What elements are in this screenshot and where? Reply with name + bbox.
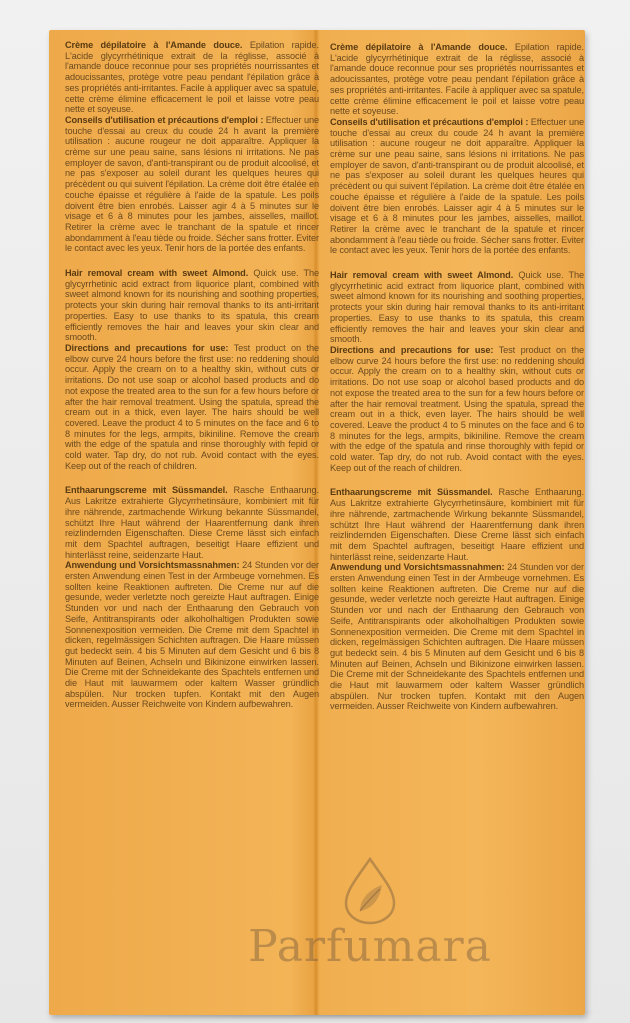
panel-left bbox=[65, 40, 319, 710]
de-title-right: Enthaarungscreme mit Süssmandel. bbox=[330, 487, 493, 498]
de-usage-title: Anwendung und Vorsichtsmassnahmen: bbox=[65, 560, 240, 571]
fr-title-right: Crème dépilatoire à l'Amande douce. bbox=[330, 42, 508, 52]
en-usage-title-right: Directions and precautions for use: bbox=[330, 344, 494, 355]
de-intro bbox=[65, 485, 319, 560]
fr-usage-right bbox=[330, 117, 584, 256]
en-usage-title: Directions and precautions for use: bbox=[65, 342, 229, 353]
watermark-text: Parfumara bbox=[248, 921, 492, 972]
en-usage-right bbox=[330, 345, 584, 473]
en-body-right: Quick use. The glycyrrhetinic acid extract from liquorice plant, combined with sweet almond known for its nourishing and soothing properties, protects your skin during hair removal thanks to its anti-irritant properties. Easy to use thanks to its spatula, this cream efficiently removes the hair and leaves your skin clear and smooth. bbox=[330, 270, 584, 345]
de-body-right: Rasche Enthaarung. Aus Lakritze extrahierte Glycyrrhetinsäure, kombiniert mit für ihre nährende, zartmachende Wirkung bekannte Süssmandel, schützt Ihre Haut während der Haarentfernung dank ihren reizlindernden Eigenschaften. Diese Creme lässt sich einfach mit dem Spachtel auftragen, beseitigt Haare effizient und hinterlässt reine, seidenzarte Haut. bbox=[330, 487, 585, 562]
de-title: Enthaarungscreme mit Süssmandel. bbox=[65, 485, 228, 496]
en-intro-right bbox=[330, 270, 584, 345]
de-usage-body-right: 24 Stunden vor der ersten Anwendung einen Test in der Armbeuge vornehmen. Es sollten keine Reaktionen auftreten. Die Creme nur auf die gesunde, weder verletzte noch gereizte Haut auftragen. Einige Stunden vor und nach der Enthaarung den Gebrauch von Seife, Antitranspirants oder alkoholhaltigen Produkten sowie Sonnenexposition vermeiden. Die Creme mit dem Spachtel in dicken, regelmässigen Schichten auftragen. Die Haare müssen gut bedeckt sein. 4 bis 5 Minuten auf dem Gesicht und 6 bis 8 Minuten auf Beinen, Achseln und Bikinizone einwirken lassen. Die Creme mit der Schneidekante des Spachtels entfernen und die Haut mit lauwarmem oder kaltem Wasser gründlich abspülen. Nur trocken tupfen. Kontakt mit den Augen vermeiden. Ausser Reichweite von Kindern aufbewahren. bbox=[330, 562, 584, 712]
fr-usage-body-right: Effectuer une touche d'essai au creux du coude 24 h avant la première utilisation : aucune rougeur ne doit apparaître. Appliquer la crème sur une peau saine, sans lésions ni irritations. Ne pas employer de savon, d'anti-transpirant ou de produit alcoolisé, et ne pas s'exposer au soleil durant les quelques heures qui précèdent ou qui suivent l'épilation. La crème doit être étalée en couche épaisse et régulière à l'aide de la spatule. Les poils doivent être bien enrobés. Laisser agir 4 à 5 minutes sur le visage et 6 à 8 minutes pour les jambes, aisselles, maillot. Retirer la crème avec le tranchant de la spatule et rincer abondamment à l'eau tiède ou froide. Sécher sans frotter. Eviter le contact avec les yeux. Tenir hors de la portée des enfants. bbox=[330, 116, 584, 256]
en-title: Hair removal cream with sweet Almond. bbox=[65, 268, 249, 279]
fr-usage-title-right: Conseils d'utilisation et précautions d'emploi : bbox=[330, 116, 529, 127]
fr-usage bbox=[65, 115, 319, 254]
fr-intro-right bbox=[330, 42, 584, 117]
de-usage-title-right: Anwendung und Vorsichtsmassnahmen: bbox=[330, 562, 505, 573]
en-title-right: Hair removal cream with sweet Almond. bbox=[330, 270, 514, 281]
fr-usage-body: Effectuer une touche d'essai au creux du coude 24 h avant la première utilisation : aucune rougeur ne doit apparaître. Appliquer la crème sur une peau saine, sans lésions ni irritations. Ne pas employer de savon, d'anti-transpirant ou de produit alcoolisé, et ne pas s'exposer au soleil durant les quelques heures qui précèdent ou qui suivent l'épilation. La crème doit être étalée en couche épaisse et régulière à l'aide de la spatule. Les poils doivent être bien enrobés. Laisser agir 4 à 5 minutes sur le visage et 6 à 8 minutes pour les jambes, aisselles, maillot. Retirer la crème avec le tranchant de la spatule et rincer abondamment à l'eau tiède ou froide. Sécher sans frotter. Eviter le contact avec les yeux. Tenir hors de la portée des enfants. bbox=[65, 114, 319, 254]
en-usage-body: Test product on the elbow curve 24 hours before the first use: no reddening should occur. Apply the cream on to a healthy skin, without cuts or irritations. Do not use soap or alcohol based products and do not expose the treated area to the sun for a few hours before or after the hair removal treatment. Using the spatula, spread the cream out in a thick, even layer. The hairs should be well covered. Leave the product 4 to 5 minutes on the face and 6 to 8 minutes for the legs, armpits, bikiniline. Remove the cream with the edge of the spatula and rinse thoroughly with fepid or cold water. Tap dry, do not rub. Avoid contact with the eyes. Keep out of the reach of children. bbox=[65, 342, 319, 471]
fr-body-right: Epilation rapide. L'acide glycyrrhétinique extrait de la réglisse, associé à l'amande douce reconnue pour ses propriétés nourrissantes et adoucissantes, protège votre peau pendant l'épilation grâce à ses propriétés anti-irritantes. Facile à appliquer avec sa spatule, cette crème élimine efficacement le poil et laisse votre peau nette et soyeuse. bbox=[330, 42, 584, 117]
de-usage bbox=[65, 560, 319, 710]
en-intro bbox=[65, 268, 319, 343]
panel-right bbox=[330, 42, 584, 712]
fr-title: Crème dépilatoire à l'Amande douce. bbox=[65, 40, 243, 50]
watermark bbox=[245, 855, 495, 972]
de-usage-right bbox=[330, 562, 584, 712]
en-body: Quick use. The glycyrrhetinic acid extract from liquorice plant, combined with sweet almond known for its nourishing and soothing properties, protects your skin during hair removal thanks to its anti-irritant properties. Easy to use thanks to its spatula, this cream efficiently removes the hair and leaves your skin clear and smooth. bbox=[65, 268, 319, 343]
en-usage bbox=[65, 343, 319, 471]
fr-body: Epilation rapide. L'acide glycyrrhétinique extrait de la réglisse, associé à l'amande douce reconnue pour ses propriétés nourrissantes et adoucissantes, protège votre peau pendant l'épilation grâce à ses propriétés anti-irritantes. Facile à appliquer avec sa spatule, cette crème élimine efficacement le poil et laisse votre peau nette et soyeuse. bbox=[65, 40, 319, 115]
de-usage-body: 24 Stunden vor der ersten Anwendung einen Test in der Armbeuge vornehmen. Es sollten keine Reaktionen auftreten. Die Creme nur auf die gesunde, weder verletzte noch gereizte Haut auftragen. Einige Stunden vor und nach der Enthaarung den Gebrauch von Seife, Antitranspirants oder alkoholhaltigen Produkten sowie Sonnenexposition vermeiden. Die Creme mit dem Spachtel in dicken, regelmässigen Schichten auftragen. Die Haare müssen gut bedeckt sein. 4 bis 5 Minuten auf dem Gesicht und 6 bis 8 Minuten auf Beinen, Achseln und Bikinizone einwirken lassen. Die Creme mit der Schneidekante des Spachtels entfernen und die Haut mit lauwarmem oder kaltem Wasser gründlich abspülen. Nur trocken tupfen. Kontakt mit den Augen vermeiden. Ausser Reichweite von Kindern aufbewahren. bbox=[65, 560, 319, 710]
droplet-leaf-icon bbox=[338, 855, 402, 925]
de-intro-right bbox=[330, 487, 584, 562]
en-usage-body-right: Test product on the elbow curve 24 hours before the first use: no reddening should occur. Apply the cream on to a healthy skin, without cuts or irritations. Do not use soap or alcohol based products and do not expose the treated area to the sun for a few hours before or after the hair removal treatment. Using the spatula, spread the cream out in a thick, even layer. The hairs should be well covered. Leave the product 4 to 5 minutes on the face and 6 to 8 minutes for the legs, armpits, bikiniline. Remove the cream with the edge of the spatula and rinse thoroughly with fepid or cold water. Tap dry, do not rub. Avoid contact with the eyes. Keep out of the reach of children. bbox=[330, 344, 584, 473]
fr-usage-title: Conseils d'utilisation et précautions d'emploi : bbox=[65, 114, 264, 125]
fr-intro bbox=[65, 40, 319, 115]
de-body: Rasche Enthaarung. Aus Lakritze extrahierte Glycyrrhetinsäure, kombiniert mit für ihre nährende, zartmachende Wirkung bekannte Süssmandel, schützt Ihre Haut während der Haarentfernung dank ihren reizlindernden Eigenschaften. Diese Creme lässt sich einfach mit dem Spachtel auftragen, beseitigt Haare effizient und hinterlässt reine, seidenzarte Haut. bbox=[65, 485, 320, 560]
